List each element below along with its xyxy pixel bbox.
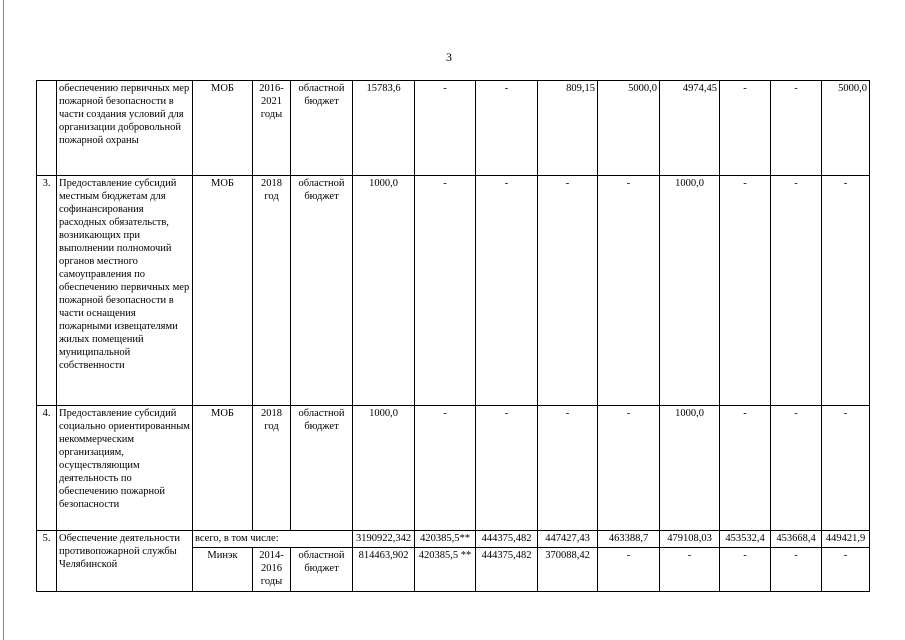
total-2016: 447427,43 (538, 531, 598, 548)
row-number: 5. (37, 531, 57, 592)
value-2021: 5000,0 (822, 81, 870, 176)
total-label: всего, в том числе: (193, 531, 353, 548)
left-margin-line (3, 0, 4, 640)
value-2015: - (476, 406, 538, 531)
value-2014: 420385,5 ** (415, 548, 476, 592)
value-2019: - (720, 81, 771, 176)
value-2016: - (538, 176, 598, 406)
table-row (37, 406, 870, 531)
value-2017: - (598, 176, 660, 406)
value-2017: - (598, 406, 660, 531)
executor: Минэк (193, 548, 253, 592)
value-2020: - (771, 406, 822, 531)
value-2016: 809,15 (538, 81, 598, 176)
value-2016: 370088,42 (538, 548, 598, 592)
executor: МОБ (193, 81, 253, 176)
total-2015: 444375,482 (476, 531, 538, 548)
value-2020: - (771, 81, 822, 176)
total-2020: 453668,4 (771, 531, 822, 548)
activity-name: Предоставление субсидий социально ориентированным некоммерческим организациям, осуществляющим деятельность по обеспечению пожарной безопасности (57, 406, 193, 531)
value-total: 1000,0 (353, 406, 415, 531)
page-number: 3 (446, 50, 452, 64)
period: 2018 год (253, 176, 291, 406)
value-2020: - (771, 548, 822, 592)
total-2019: 453532,4 (720, 531, 771, 548)
value-total: 1000,0 (353, 176, 415, 406)
table-row (37, 81, 870, 176)
funding-source: областной бюджет (291, 81, 353, 176)
value-2017: - (598, 548, 660, 592)
program-activities-table (36, 80, 870, 592)
activity-name: обеспечению первичных мер пожарной безопасности в части создания условий для организации добровольной пожарной охраны (57, 81, 193, 176)
executor: МОБ (193, 406, 253, 531)
value-total: 814463,902 (353, 548, 415, 592)
value-2014: - (415, 81, 476, 176)
value-2018: - (660, 548, 720, 592)
funding-source: областной бюджет (291, 176, 353, 406)
activity-name: Предоставление субсидий местным бюджетам для софинансирования расходных обязательств, возникающих при выполнении полномочий органов местного самоуправления по обеспечению первичных мер пожарной безопасности в части оснащения пожарными извещателями жилых помещений муниципальной собственности (57, 176, 193, 406)
period: 2016-2021 годы (253, 81, 291, 176)
table-row (37, 176, 870, 406)
value-2015: - (476, 81, 538, 176)
row-number: 3. (37, 176, 57, 406)
total-2018: 479108,03 (660, 531, 720, 548)
activity-name: Обеспечение деятельности противопожарной службы Челябинской (57, 531, 193, 592)
table-row (37, 531, 870, 548)
value-2021: - (822, 548, 870, 592)
value-2015: 444375,482 (476, 548, 538, 592)
period: 2018 год (253, 406, 291, 531)
executor: МОБ (193, 176, 253, 406)
row-number: 4. (37, 406, 57, 531)
value-2017: 5000,0 (598, 81, 660, 176)
value-2021: - (822, 176, 870, 406)
value-2014: - (415, 406, 476, 531)
value-2019: - (720, 548, 771, 592)
period: 2014-2016 годы (253, 548, 291, 592)
value-2019: - (720, 176, 771, 406)
value-2016: - (538, 406, 598, 531)
total-value: 3190922,342 (353, 531, 415, 548)
row-number (37, 81, 57, 176)
value-2015: - (476, 176, 538, 406)
funding-source: областной бюджет (291, 406, 353, 531)
value-2018: 1000,0 (660, 176, 720, 406)
value-2014: - (415, 176, 476, 406)
funding-source: областной бюджет (291, 548, 353, 592)
value-2019: - (720, 406, 771, 531)
total-2017: 463388,7 (598, 531, 660, 548)
value-2018: 1000,0 (660, 406, 720, 531)
total-2014: 420385,5** (415, 531, 476, 548)
value-2020: - (771, 176, 822, 406)
value-total: 15783,6 (353, 81, 415, 176)
total-2021: 449421,9 (822, 531, 870, 548)
value-2021: - (822, 406, 870, 531)
value-2018: 4974,45 (660, 81, 720, 176)
